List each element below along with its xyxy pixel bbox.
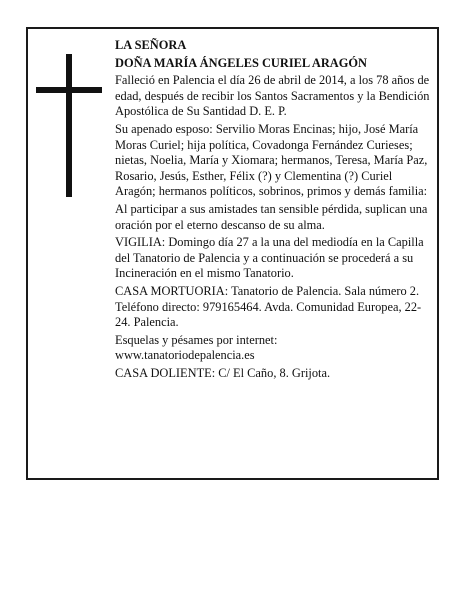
family-paragraph: Su apenado esposo: Servilio Moras Encinas; hijo, José María Moras Curiel; hija política, Covadonga Fernández Curieses; nietas, Noelia, María y Xiomara; hermanos, Teresa, María Paz, Rosario, Jesús, Esther, Félix (?) y Clementina (?) Curiel Aragón; hermanos políticos, sobrinos, primos y demás familia: [115, 121, 428, 199]
obituary-text [115, 38, 435, 383]
mortuary-paragraph: CASA MORTUORIA: Tanatorio de Palencia. Sala número 2. Teléfono directo: 979165464. Avda. Comunidad Europea, 22-24. Palencia. [115, 283, 422, 330]
title-line-1: LA SEÑORA [115, 38, 187, 52]
deceased-name: DOÑA MARÍA ÁNGELES CURIEL ARAGÓN [115, 55, 367, 70]
vigil-paragraph: VIGILIA: Domingo día 27 a la una del mediodía en la Capilla del Tanatorio de Palencia y a continuación se procederá a su Incineración en el mismo Tanatorio. [115, 235, 424, 281]
cross-icon [66, 54, 72, 197]
death-paragraph: Falleció en Palencia el día 26 de abril de 2014, a los 78 años de edad, después de recibir los Santos Sacramentos y la Bendición Apostólica de Su Santidad D. E. P. [115, 73, 430, 119]
cross-icon-bar [36, 87, 102, 93]
request-paragraph: Al participar a sus amistades tan sensible pérdida, suplican una oración por el eterno descanso de su alma. [115, 201, 428, 232]
website-link[interactable]: www.tanatoriodepalencia.es [115, 348, 255, 363]
house-paragraph: CASA DOLIENTE: C/ El Caño, 8. Grijota. [115, 365, 331, 380]
online-line-1: Esquelas y pésames por internet: [115, 332, 278, 347]
